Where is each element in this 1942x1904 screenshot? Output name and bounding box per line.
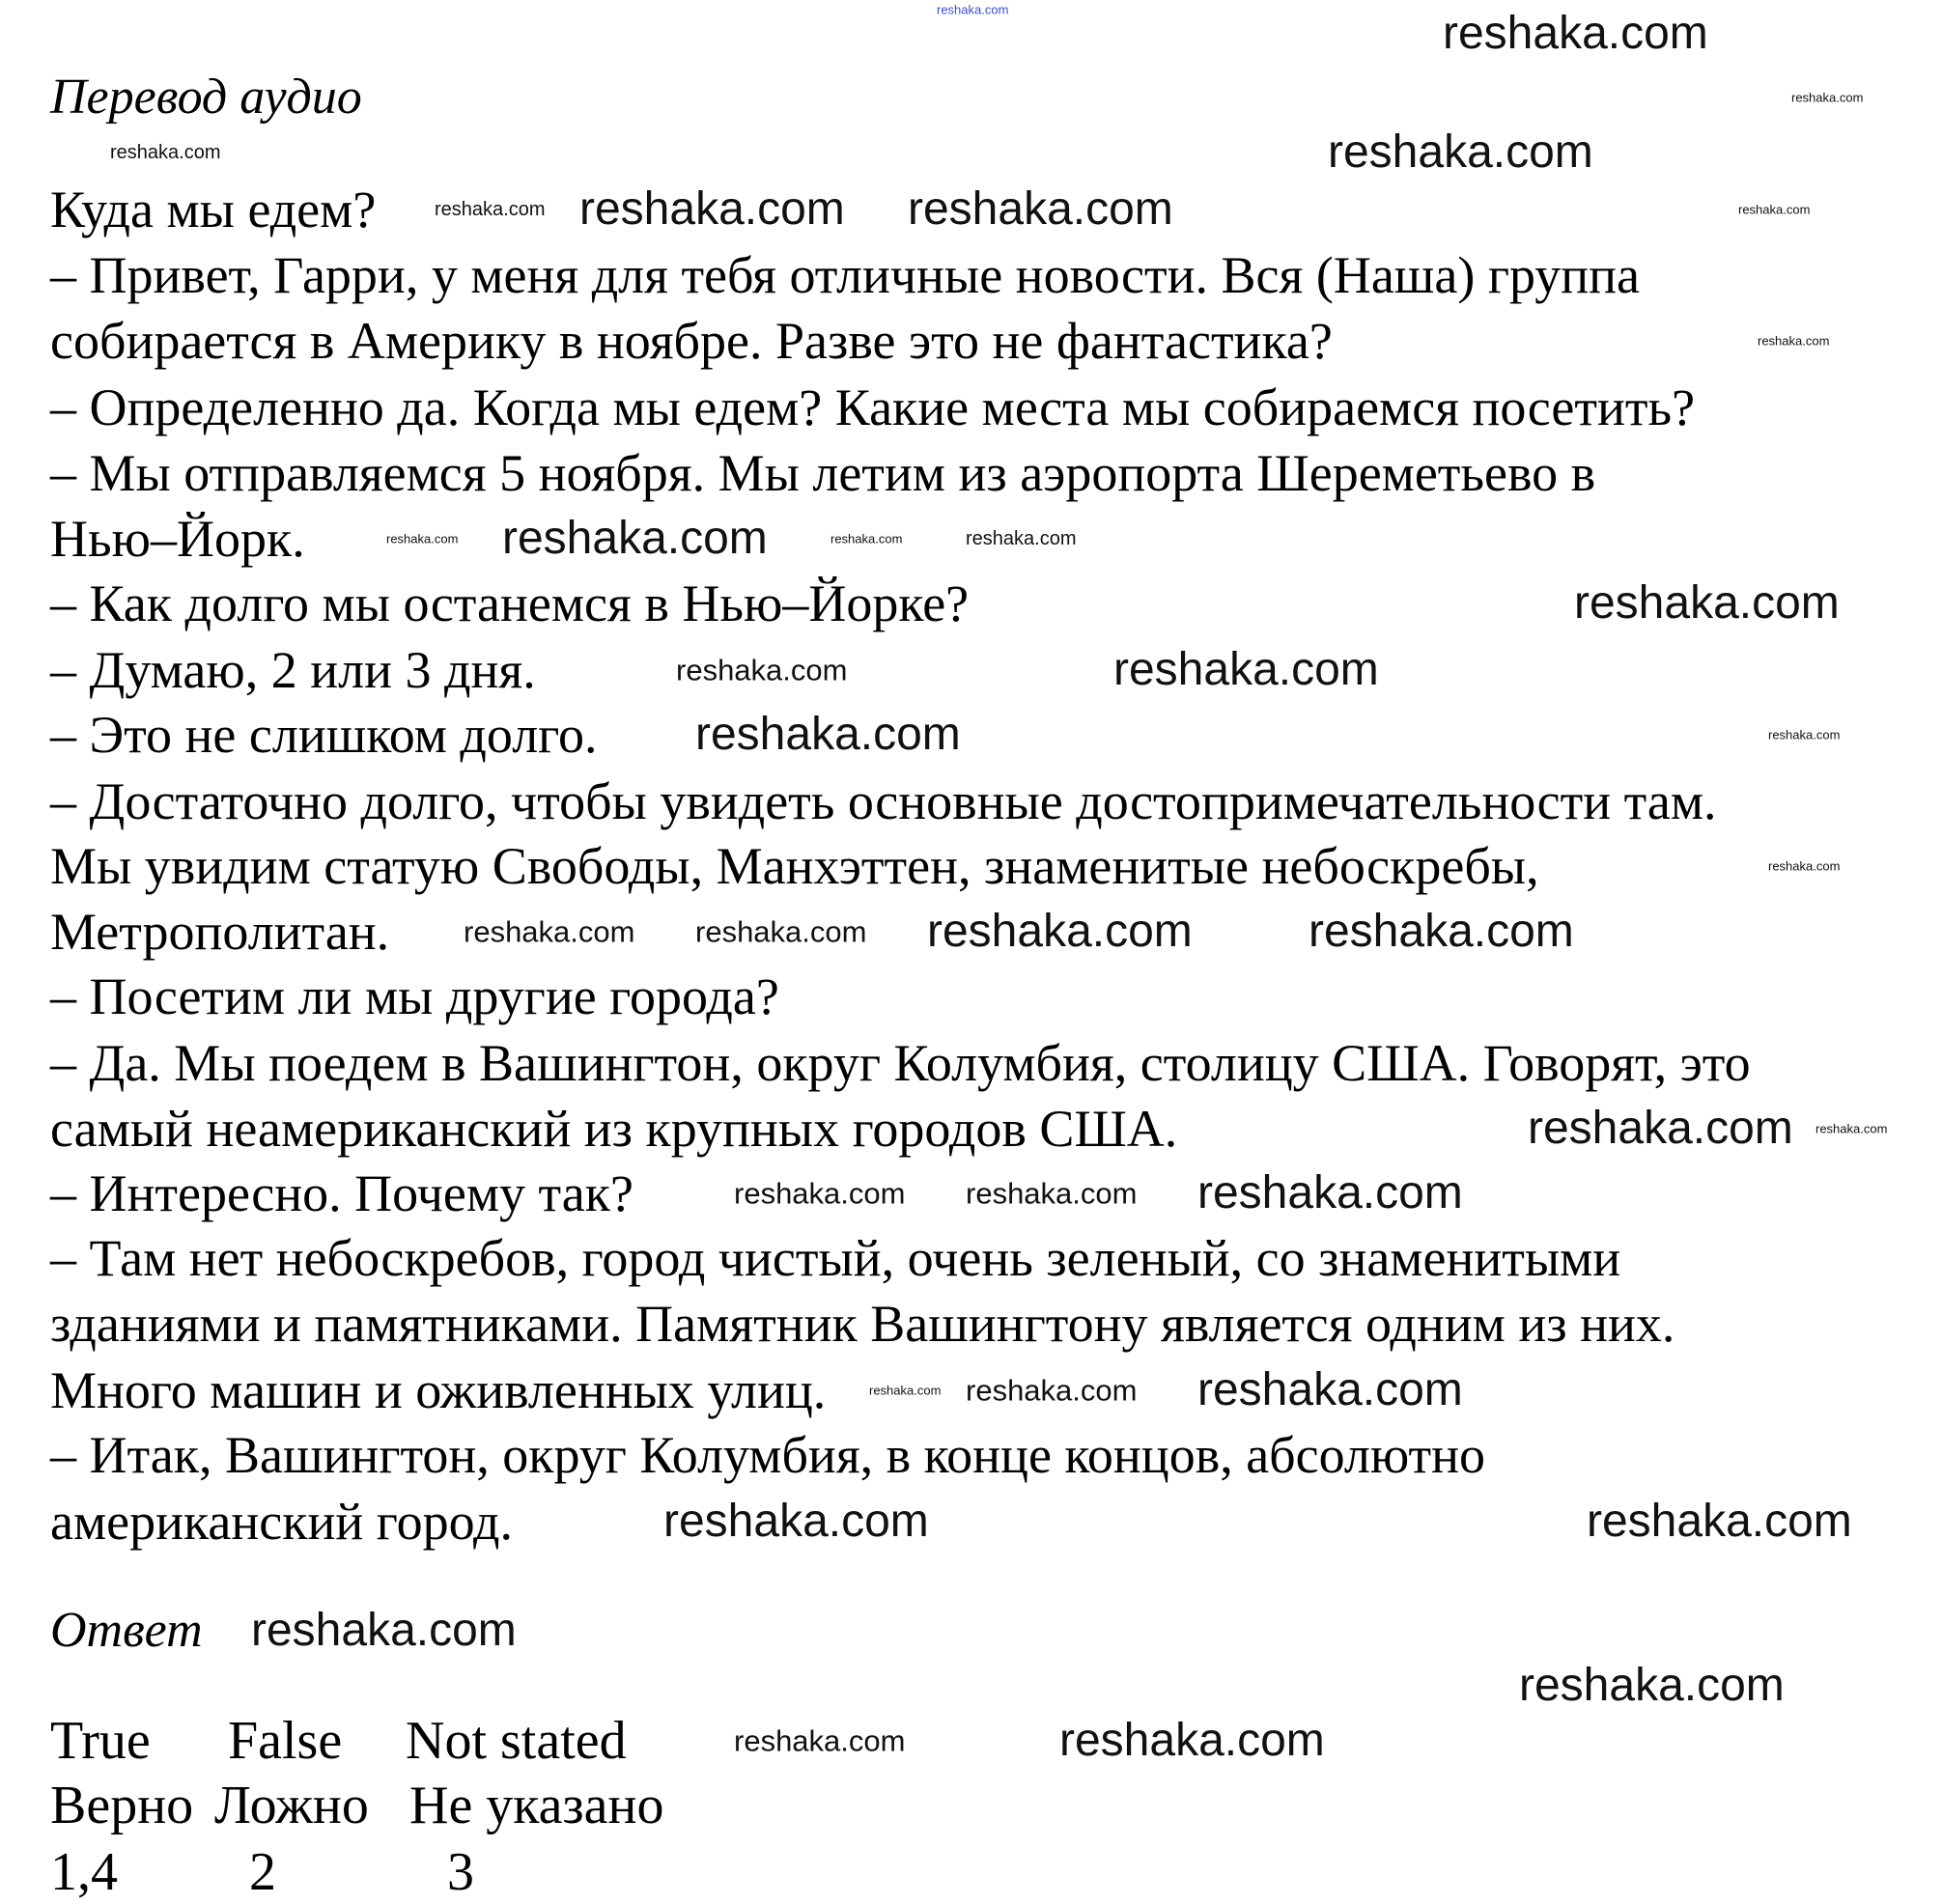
dialogue-line: самый неамериканский из крупных городов США. xyxy=(50,1100,1178,1158)
dialogue-line: – Итак, Вашингтон, округ Колумбия, в конце концов, абсолютно xyxy=(50,1426,1485,1484)
watermark: reshaka.com xyxy=(927,906,1193,957)
watermark: reshaka.com xyxy=(1197,1364,1463,1415)
watermark: reshaka.com xyxy=(1574,577,1840,629)
audio-translation-title: Перевод аудио xyxy=(50,70,362,125)
answer-value-true: 1,4 xyxy=(50,1842,118,1902)
dialogue-line: – Это не слишком долго. xyxy=(50,706,598,764)
dialogue-line: Куда мы едем? xyxy=(50,181,377,238)
watermark: reshaka.com xyxy=(869,1383,942,1398)
watermark: reshaka.com xyxy=(908,183,1173,235)
watermark: reshaka.com xyxy=(734,1176,906,1211)
watermark: reshaka.com xyxy=(695,709,961,760)
answer-header-not-stated: Not stated xyxy=(406,1711,627,1771)
dialogue-line: – Мы отправляемся 5 ноября. Мы летим из аэропорта Шереметьево в xyxy=(50,444,1596,502)
watermark-link[interactable]: reshaka.com xyxy=(937,2,1009,17)
answer-heading: Ответ xyxy=(50,1603,203,1658)
watermark: reshaka.com xyxy=(1528,1103,1793,1154)
watermark: reshaka.com xyxy=(1309,906,1574,957)
dialogue-line: Нью–Йорк. xyxy=(50,510,305,568)
dialogue-line: – Там нет небоскребов, город чистый, очень зеленый, со знаменитыми xyxy=(50,1229,1621,1287)
watermark: reshaka.com xyxy=(1197,1167,1463,1218)
watermark: reshaka.com xyxy=(830,531,903,546)
watermark: reshaka.com xyxy=(695,914,867,949)
watermark: reshaka.com xyxy=(579,183,845,235)
dialogue-line: – Как долго мы останемся в Нью–Йорке? xyxy=(50,574,970,632)
answer-header-false: False xyxy=(228,1711,343,1771)
watermark: reshaka.com xyxy=(251,1605,517,1656)
answer-header-true: True xyxy=(50,1711,151,1771)
answer-value-not-stated: 3 xyxy=(447,1842,474,1902)
watermark: reshaka.com xyxy=(435,199,546,220)
watermark: reshaka.com xyxy=(1768,858,1841,874)
dialogue-line: – Интересно. Почему так? xyxy=(50,1164,633,1222)
watermark: reshaka.com xyxy=(110,142,221,163)
dialogue-line: – Думаю, 2 или 3 дня. xyxy=(50,641,536,699)
watermark: reshaka.com xyxy=(1587,1496,1852,1547)
watermark: reshaka.com xyxy=(734,1723,906,1758)
dialogue-line: – Посетим ли мы другие города? xyxy=(50,967,779,1025)
watermark: reshaka.com xyxy=(502,513,768,564)
watermark: reshaka.com xyxy=(1738,202,1811,217)
watermark: reshaka.com xyxy=(464,914,635,949)
watermark: reshaka.com xyxy=(1059,1715,1325,1766)
watermark: reshaka.com xyxy=(386,531,459,546)
dialogue-line: Много машин и оживленных улиц. xyxy=(50,1361,827,1419)
watermark: reshaka.com xyxy=(676,653,848,687)
watermark: reshaka.com xyxy=(1758,333,1830,349)
watermark: reshaka.com xyxy=(1791,90,1864,105)
watermark: reshaka.com xyxy=(1328,126,1593,178)
watermark: reshaka.com xyxy=(1815,1121,1888,1136)
dialogue-line: американский город. xyxy=(50,1493,514,1551)
dialogue-line: Мы увидим статую Свободы, Манхэттен, знаменитые небоскребы, xyxy=(50,837,1539,895)
dialogue-line: – Да. Мы поедем в Вашингтон, округ Колумбия, столицу США. Говорят, это xyxy=(50,1034,1751,1092)
watermark: reshaka.com xyxy=(1519,1660,1785,1711)
answer-header-true-ru: Верно xyxy=(50,1776,194,1835)
dialogue-line: – Привет, Гарри, у меня для тебя отличные новости. Вся (Наша) группа xyxy=(50,246,1641,304)
watermark: reshaka.com xyxy=(663,1496,929,1547)
dialogue-line: Метрополитан. xyxy=(50,903,390,961)
dialogue-line: – Достаточно долго, чтобы увидеть основные достопримечательности там. xyxy=(50,772,1717,830)
answer-header-not-stated-ru: Не указано xyxy=(409,1776,664,1835)
watermark: reshaka.com xyxy=(966,1176,1138,1211)
dialogue-line: собирается в Америку в ноябре. Разве это не фантастика? xyxy=(50,312,1333,370)
dialogue-line: – Определенно да. Когда мы едем? Какие места мы собираемся посетить? xyxy=(50,378,1696,436)
watermark: reshaka.com xyxy=(966,1373,1138,1408)
watermark: reshaka.com xyxy=(1443,8,1708,59)
answer-header-false-ru: Ложно xyxy=(214,1776,369,1835)
dialogue-line: зданиями и памятниками. Памятник Вашингтону является одним из них. xyxy=(50,1295,1675,1353)
watermark: reshaka.com xyxy=(1113,644,1379,695)
watermark: reshaka.com xyxy=(1768,727,1841,742)
answer-value-false: 2 xyxy=(249,1842,276,1902)
watermark: reshaka.com xyxy=(966,528,1077,549)
